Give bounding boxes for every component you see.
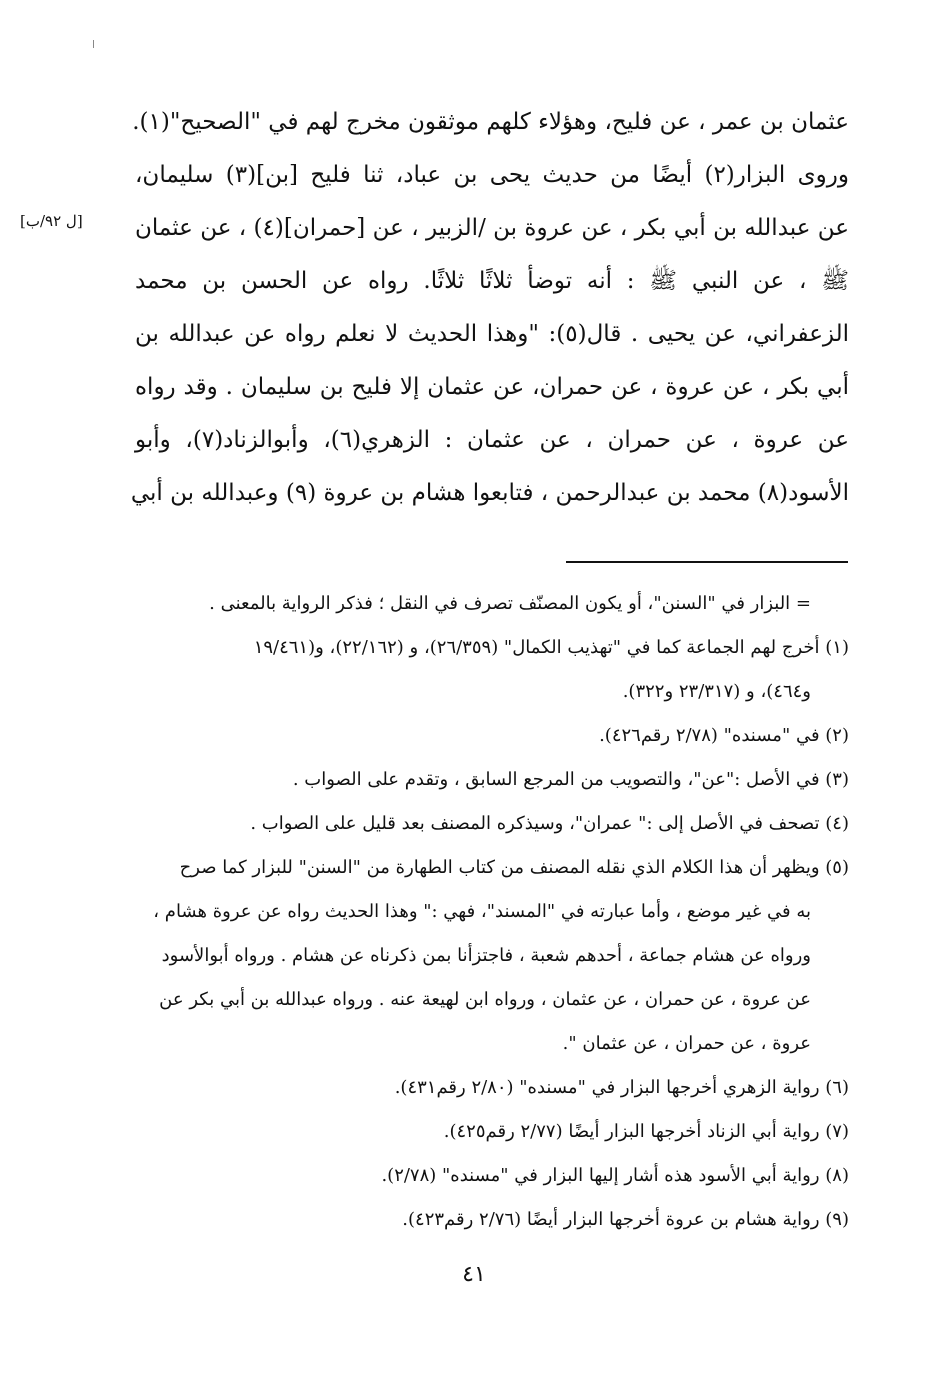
footnote-line: (٥) ويظهر أن هذا الكلام الذي نقله المصنف من كتاب الطهارة من "السنن" للبزار كما صرح xyxy=(179,857,849,878)
footnote-line: به في غير موضع ، وأما عبارته في "المسند"، فهي :" وهذا الحديث رواه عن عروة هشام ، xyxy=(153,901,811,922)
main-text-line: وروى البزار(٢) أيضًا من حديث يحى بن عباد، ثنا فليح [بن](٣) سليمان، xyxy=(135,162,849,188)
footnote-line: (٣) في الأصل :"عن"، والتصويب من المرجع السابق ، وتقدم على الصواب . xyxy=(292,769,849,790)
footnote-line: (٨) رواية أبي الأسود هذه أشار إليها البزار في "مسنده" (٢/٧٨). xyxy=(381,1165,849,1186)
footnote-line: (٦) رواية الزهري أخرجها البزار في "مسنده" (٢/٨٠ رقم٤٣١). xyxy=(394,1077,849,1098)
footnote-line: (٩) رواية هشام بن عروة أخرجها البزار أيضًا (٢/٧٦ رقم٤٢٣). xyxy=(402,1209,849,1230)
footnotes xyxy=(135,582,849,1242)
footnote-line: = البزار في "السنن"، أو يكون المصنّف تصرف في النقل ؛ فذكر الرواية بالمعنى . xyxy=(209,593,811,614)
main-text-line: الزعفراني، عن يحيى . قال(٥): "وهذا الحديث لا نعلم رواه عن عبدالله بن xyxy=(135,321,850,347)
footnote-line: و٤٦٤)، و (٢٣/٣١٧ و٣٢٢). xyxy=(622,681,811,702)
main-text-line: عن عروة ، عن حمران ، عن عثمان : الزهري(٦)، وأبوالزناد(٧)، وأبو xyxy=(135,427,850,453)
margin-manuscript-reference: [ل ٩٢/ب] xyxy=(20,212,83,230)
main-text-line: عثمان بن عمر ، عن فليح، وهؤلاء كلهم موثقون مخرج لهم في "الصحيح"(١). xyxy=(132,109,849,135)
main-text-line: عن عبدالله بن أبي بكر ، عن عروة بن /الزبير ، عن [حمران](٤) ، عن عثمان xyxy=(135,215,850,241)
scan-mark xyxy=(93,40,94,48)
footnote-line: عروة ، عن حمران ، عن عثمان ". xyxy=(562,1033,811,1054)
footnote-separator xyxy=(566,561,848,563)
footnote-line: (٢) في "مسنده" (٢/٧٨ رقم٤٢٦). xyxy=(599,725,849,746)
footnote-line: ورواه عن هشام جماعة ، أحدهم شعبة ، فاجتزأنا بمن ذكرناه عن هشام . ورواه أبوالأسود xyxy=(161,945,811,966)
main-text-line: أبي بكر ، عن عروة ، عن حمران، عن عثمان إلا فليح بن سليمان . وقد رواه xyxy=(135,374,849,400)
footnote-line: (٤) تصحف في الأصل إلى :" عمران"، وسيذكره المصنف بعد قليل على الصواب . xyxy=(250,813,849,834)
main-text-line: ﷺ ، عن النبي ﷺ : أنه توضأ ثلاثًا ثلاثًا. رواه عن الحسن بن محمد xyxy=(135,268,849,294)
main-text-line: الأسود(٨) محمد بن عبدالرحمن ، فتابعوا هشام بن عروة (٩) وعبدالله بن أبي xyxy=(130,480,849,506)
page-number: ٤١ xyxy=(462,1262,486,1287)
main-text xyxy=(130,96,850,520)
footnote-line: عن عروة ، عن حمران ، عن عثمان ، ورواه ابن لهيعة عنه . ورواه عبدالله بن أبي بكر عن xyxy=(159,989,811,1010)
footnote-line: (١) أخرج لهم الجماعة كما في "تهذيب الكمال" (٢٦/٣٥٩)، و (٢٢/١٦٢)، و(١٩/٤٦١ xyxy=(253,637,849,658)
footnote-line: (٧) رواية أبي الزناد أخرجها البزار أيضًا (٢/٧٧ رقم٤٢٥). xyxy=(443,1121,849,1142)
